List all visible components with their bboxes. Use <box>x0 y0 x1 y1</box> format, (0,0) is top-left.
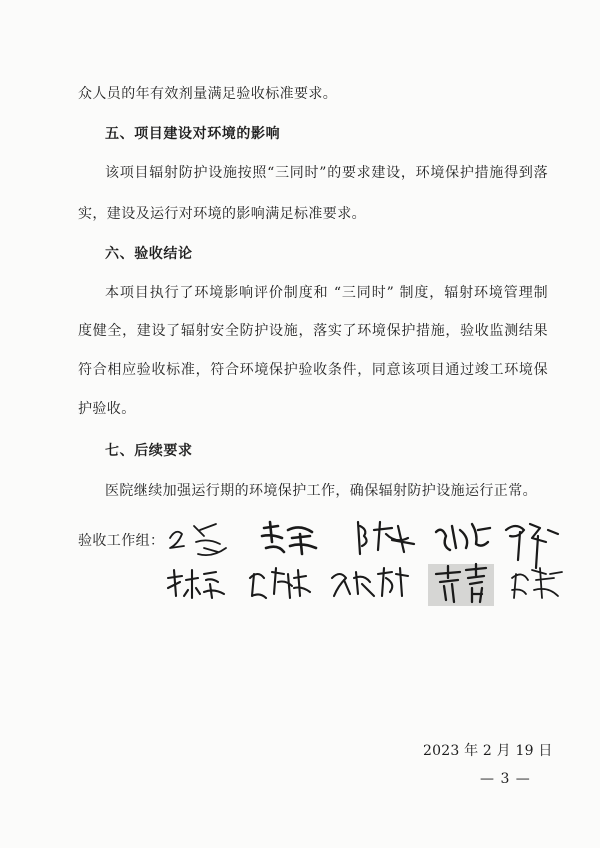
signature <box>428 564 494 606</box>
signature <box>170 524 226 555</box>
section-5-line: 该项目辐射防护设施按照“三同时”的要求建设，环境保护措施得到落 <box>105 165 548 181</box>
section-6-line: 本项目执行了环境影响评价制度和 “三同时” 制度，辐射环境管理制 <box>105 285 548 301</box>
signatures-block <box>160 508 575 620</box>
section-7-line: 医院继续加强运行期的环境保护工作，确保辐射防护设施运行正常。 <box>105 483 537 499</box>
section-6-line: 符合相应验收标准，符合环境保护验收条件，同意该项目通过竣工环境保 <box>78 362 548 378</box>
signature <box>512 568 562 598</box>
section-6-heading: 六、验收结论 <box>105 246 193 262</box>
paragraph-tail-line: 众人员的年有效剂量满足验收标准要求。 <box>78 86 338 102</box>
section-6-line: 护验收。 <box>78 401 136 417</box>
document-date: 2023 年 2 月 19 日 <box>423 743 553 759</box>
signature <box>250 568 310 598</box>
section-5-heading: 五、项目建设对环境的影响 <box>105 126 281 142</box>
signoff-label: 验收工作组： <box>78 533 165 549</box>
page-number: — 3 — <box>480 771 531 787</box>
signature <box>168 570 224 598</box>
section-6-line: 度健全，建设了辐射安全防护设施，落实了环境保护措施，验收监测结果 <box>78 323 548 339</box>
signature <box>332 568 408 596</box>
signature <box>262 522 316 554</box>
signature <box>436 524 490 550</box>
section-5-line: 实，建设及运行对环境的影响满足标准要求。 <box>78 206 366 222</box>
section-7-heading: 七、后续要求 <box>105 443 193 459</box>
signature <box>506 524 558 568</box>
signature <box>358 522 414 554</box>
